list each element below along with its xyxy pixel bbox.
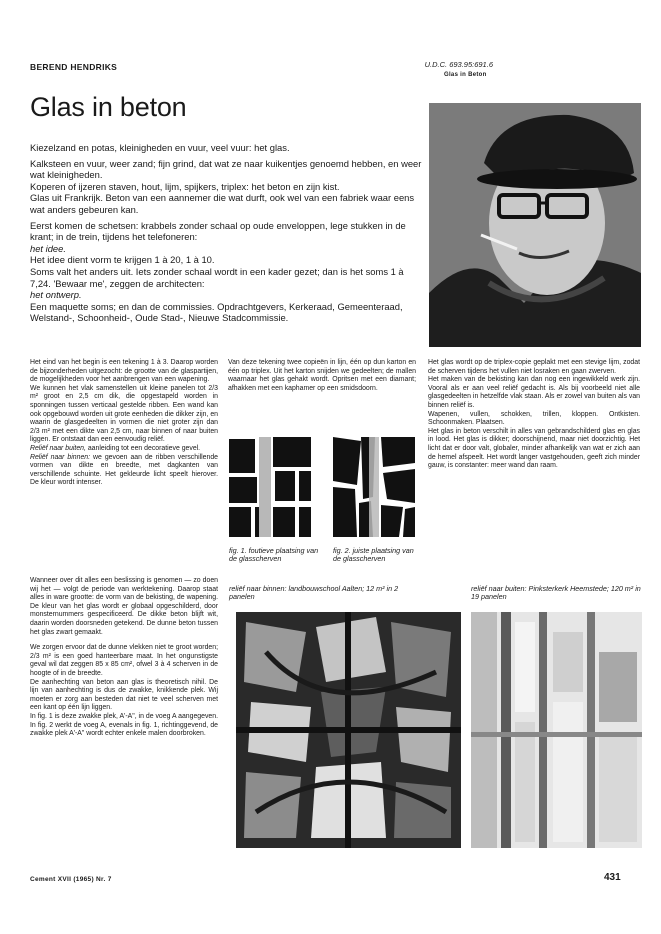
paragraph: Het glas wordt op de triplex-copie geplakt met een stevige lijm, zodat de scherven tijdens het vullen niet losraken en gaan zwerven. xyxy=(428,359,640,375)
emphasis: Reliëf naar buiten, xyxy=(30,444,86,452)
paragraph-text: aanleiding tot een decoratieve gevel. xyxy=(85,444,201,452)
intro-line: Soms valt het anders uit. Iets zonder schaal wordt in een kader gezet; dan is het soms 1 à 7,24. 'Bewaar me', zeggen de architecten: xyxy=(30,265,404,289)
portrait-illustration xyxy=(429,103,641,347)
photo-pinksterkerk-heemstede xyxy=(471,612,642,848)
paragraph: We kunnen het vlak samenstellen uit kleine panelen tot 2/3 m² groot en 2,5 cm dik, die opgestapeld worden in sponningen tussen verticaal gestelde ribben. Een wand kan ook opgebouwd worden uit grote eenheden die dikker zijn, en waarin de glasgedeelten in vormen die niet groter zijn dan 2/3 m² met een dikte van 2,5 cm, naar binnen of naar buiten liggen. Er ontstaat dan een eenvoudig reliëf. xyxy=(30,384,218,444)
column-1 xyxy=(30,359,218,488)
photo-1-caption: reliëf naar binnen: landbouwschool Aalten; 12 m² in 2 panelen xyxy=(229,584,399,602)
intro-text xyxy=(30,142,425,328)
page-number: 431 xyxy=(604,872,621,883)
udc-subject: Glas in Beton xyxy=(444,72,487,78)
paragraph: De aanhechting van beton aan glas is theoretisch nihil. De lijn van aanhechting is dus de zwakke, knikkende plek. Wij moeten er zorg aan besteden dat niet te veel scherven met een kant op één lijn liggen. xyxy=(30,678,218,712)
paragraph: Wapenen, vullen, schokken, trillen, kloppen. Ontkisten. Schoonmaken. Plaatsen. xyxy=(428,410,640,427)
paragraph: Wanneer over dit alles een beslissing is genomen — zo doen wij het — volgt de periode van werktekening. Daarop staat alles in ware grootte: de vorm van de bekisting, de wapening. De kleur van het glas wordt er globaal opgeschilderd, door monsternummers gespecificeerd. De dikke beton blijft wit, daarin worden doorsneden getekend. De dunne beton tussen het glas zwart gemaakt. xyxy=(30,577,218,636)
figure-1-caption: fig. 1. foutieve plaatsing van de glasscherven xyxy=(229,546,319,564)
intro-line: Eerst komen de schetsen: krabbels zonder schaal op oude enveloppen, lege stukken in de krant; in de trein, tijdens het telefoneren: xyxy=(30,219,406,243)
intro-line: Kiezelzand en potas, kleinigheden en vuur, veel vuur: het glas. xyxy=(30,142,290,153)
column-1-continued xyxy=(30,577,218,739)
journal-footer: Cement XVII (1965) Nr. 7 xyxy=(30,876,112,883)
paragraph: In fig. 1 is deze zwakke plek, A'-A", in de voeg A aangegeven. In fig. 2 werkt de voeg A, evenals in fig. 1, richtinggevend, de zwakke plek A'-A" wordt echter enkele malen doorbroken. xyxy=(30,712,218,738)
intro-line: Het idee dient vorm te krijgen 1 à 20, 1 à 10. xyxy=(30,254,215,266)
udc-code: U.D.C. 693.95:691.6 xyxy=(424,60,493,69)
photo-2-caption: reliëf naar buiten: Pinksterkerk Heemstede; 120 m² in 19 panelen xyxy=(471,584,641,602)
article-title: Glas in beton xyxy=(30,92,187,122)
paragraph xyxy=(30,454,218,488)
intro-line: het idee. xyxy=(30,242,66,254)
author-name: BEREND HENDRIKS xyxy=(30,62,118,72)
intro-line: Een maquette soms; en dan de commissies. Opdrachtgevers, Kerkeraad, Gemeenteraad, Welstand-, Schoonheid-, Oude Stad-, Nieuwe Stadcommissie. xyxy=(30,300,403,324)
column-2 xyxy=(228,359,416,393)
intro-line: Glas uit Frankrijk. Beton van een aannemer die wat durft, ook wel van een fabriek waar eens wat anders gebeuren kan. xyxy=(30,192,415,215)
figure-2-diagram xyxy=(333,437,416,537)
figure-2-caption: fig. 2. juiste plaatsing van de glasscherven xyxy=(333,546,414,564)
paragraph-text: we gevoen aan de ribben verschillende vormen van dikte en breedte, met dagkanten van verschillende schuinte. Het gekleurde licht speelt hierover. De kleur wordt intenser. xyxy=(30,453,219,487)
intro-line: Kalksteen en vuur, weer zand; fijn grind, dat wat ze naar kuikentjes genoemd hebben, en weer wat kleinigheden. xyxy=(30,157,422,181)
paragraph: Het eind van het begin is een tekening 1 à 3. Daarop worden de bijzonderheden uitgezocht: de grootte van de glaspartijen, de mogelijkheden voor het aanbrengen van een wapening. xyxy=(30,359,218,384)
intro-line: Koperen of ijzeren staven, hout, lijm, spijkers, triplex: het beton en zijn kist. xyxy=(30,180,340,192)
photo-landbouwschool-aalten xyxy=(236,612,461,848)
column-3 xyxy=(428,359,640,471)
emphasis: Reliëf naar binnen: xyxy=(30,453,91,461)
paragraph: Van deze tekening twee copieën in lijn, één op dun karton en één op triplex. Uit het karton snijden we gedeelten; de mallen waarnaar het glas gehakt wordt. Opritsen met een diamant; afhakken met een kaphamer op een smidsdoorn. xyxy=(228,359,416,392)
paragraph: Het maken van de bekisting kan dan nog een ingewikkeld werk zijn. Vooral als er aan veel reliëf gedacht is. Als bij voorbeeld niet alle glasgedeelten in hetzelfde vlak staan. Als er zowel van buiten als van binnen reliëf is. xyxy=(428,376,640,409)
intro-line: het ontwerp. xyxy=(30,289,82,301)
author-portrait xyxy=(429,103,641,347)
paragraph: Het glas in beton verschilt in alles van gebrandschilderd glas en glas in lood. Het glas is dikker; doorschijnend, maar niet doorzichtig. Het licht dat er door valt, globaler, minder afhankelijk van wat er zich aan de hemel afspeelt. Het wordt langer vastgehouden, geeft zich minder gauw, is constanter: meer wand dan raam. xyxy=(428,427,640,470)
paragraph xyxy=(30,445,218,454)
paragraph: We zorgen ervoor dat de dunne vlekken niet te groot worden; 2/3 m² is een goed hanteerbare maat. In het ongunstigste geval wil dat zeggen 85 x 85 cm², ofwel 3 à 4 scherven in de hoogte of in de breedte. xyxy=(30,644,218,677)
figure-1-diagram xyxy=(229,437,312,537)
